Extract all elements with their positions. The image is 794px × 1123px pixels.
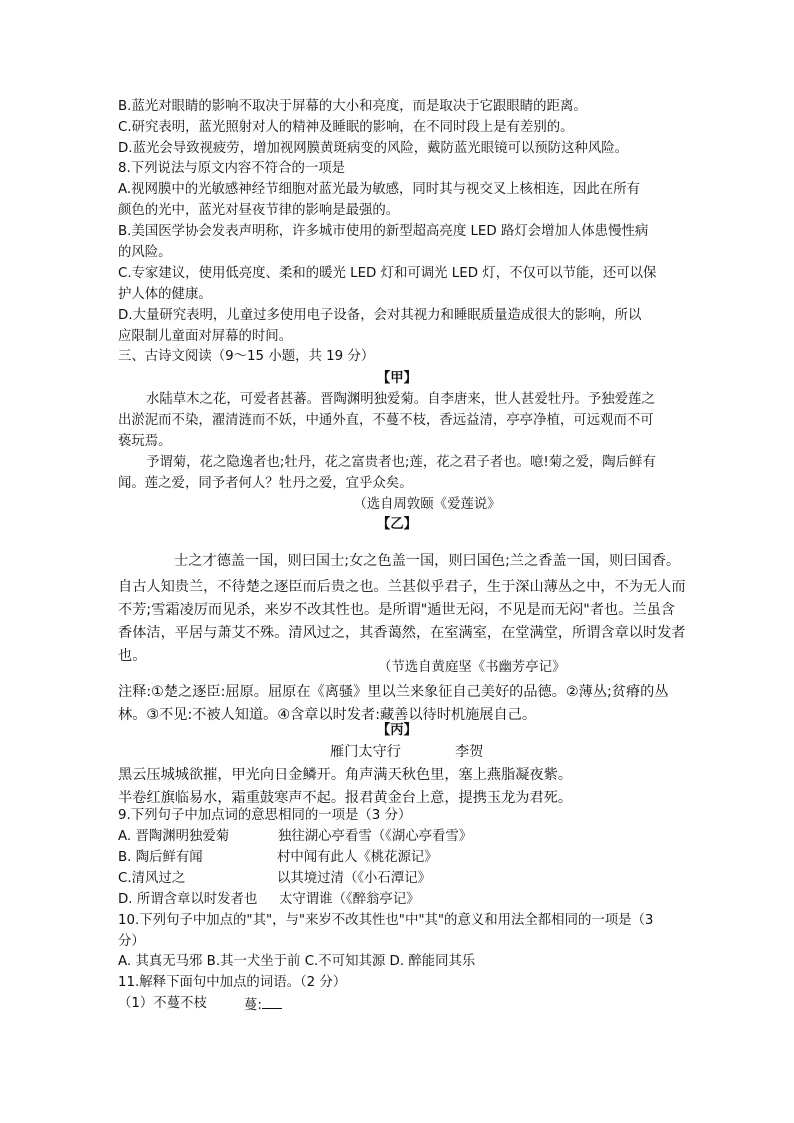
option-d-prev: D.蓝光会导致视疲劳，增加视网膜黄斑病变的风险，戴防蓝光眼镜可以预防这种风险。 <box>118 141 629 156</box>
option-b-prev: B.蓝光对眼睛的影响不取决于屏幕的大小和亮度，而是取决于它跟眼睛的距离。 <box>118 99 587 114</box>
passage-bing-title: 【丙】 <box>376 723 418 738</box>
q9-option-a-left: A. 晋陶渊明独爱菊 <box>118 829 230 844</box>
q9-option-b-right: 村中闻有此人《桃花源记》 <box>277 850 438 865</box>
passage-yi-title: 【乙】 <box>376 517 418 532</box>
q9-option-d-right: 太守谓谁（《醉翁亭记》 <box>279 892 420 907</box>
note-line2: 林。③不见:不被人知道。④含章以时发者:藏善以待时机施展自己。 <box>118 707 537 723</box>
poem-author: 李贺 <box>455 744 484 760</box>
q8-option-d-line2: 应限制儿童面对屏幕的时间。 <box>118 329 293 344</box>
jia-p1-line3: 亵玩焉。 <box>118 434 172 449</box>
q8-stem: 8.下列说法与原文内容不符合的一项是 <box>118 161 346 176</box>
yi-source: （节选自黄庭坚《书幽芳亭记》 <box>378 660 566 675</box>
section3-heading: 三、古诗文阅读（9～15 小题，共 19 分） <box>118 349 375 364</box>
poem-title: 雁门太守行 <box>330 744 401 760</box>
q9-option-a-right: 独往湖心亭看雪（《湖心亭看雪》 <box>278 829 473 844</box>
yi-line1: 士之才德盖一国，则曰国士;女之色盖一国，则曰国色;兰之香盖一国，则曰国香。 <box>174 553 681 569</box>
q10-stem-line2: 分） <box>118 934 145 949</box>
q9-option-c-right: 以其境过清（《小石潭记》 <box>277 871 431 886</box>
q8-option-d-line1: D.大量研究表明，儿童过多使用电子设备，会对其视力和睡眠质量造成很大的影响，所以 <box>118 308 642 323</box>
q9-option-b-left: B. 陶后鲜有闻 <box>118 850 203 865</box>
jia-p1-line1: 水陆草木之花，可爱者甚蕃。晋陶渊明独爱菊。自李唐来，世人甚爱牡丹。予独爱莲之 <box>146 392 655 407</box>
answer-blank[interactable] <box>262 994 282 1009</box>
q11-item1-phrase: （1）不蔓不枝 <box>118 996 207 1011</box>
q10-options: A. 其真无马邪 B.其一犬坐于前 C.不可知其源 D. 醉能同其乐 <box>118 954 476 969</box>
q9-option-d-left: D. 所谓含章以时发者也 <box>118 892 258 907</box>
poem-line2: 半卷红旗临易水，霜重鼓寒声不起。报君黄金台上意，提携玉龙为君死。 <box>118 790 573 806</box>
jia-p2-line2: 闻。莲之爱，同予者何人？牡丹之爱，宜乎众矣。 <box>118 476 413 491</box>
q8-option-a-line2: 颜色的光中，蓝光对昼夜节律的影响是最强的。 <box>118 203 400 218</box>
q8-option-b-line2: 的风险。 <box>118 245 172 260</box>
jia-p1-line2: 出淤泥而不染，濯清涟而不妖，中通外直，不蔓不枝，香远益清，亭亭净植，可远观而不可 <box>118 413 654 428</box>
poem-line1: 黑云压城城欲摧，甲光向日金鳞开。角声满天秋色里，塞上燕脂凝夜紫。 <box>118 767 573 783</box>
q9-option-c-left: C.清风过之 <box>118 871 186 886</box>
option-c-prev: C.研究表明，蓝光照射对人的精神及睡眠的影响，在不同时段上是有差别的。 <box>118 120 574 135</box>
note-line1: 注释:①楚之逐臣:屈原。屈原在《离骚》里以兰来象征自己美好的品德。②薄丛;贫瘠的丛 <box>118 684 669 700</box>
q8-option-a-line1: A.视网膜中的光敏感神经节细胞对蓝光最为敏感，同时其与视交叉上核相连，因此在所有 <box>118 182 641 197</box>
q11-item1-answer[interactable] <box>244 994 282 1014</box>
q8-option-b-line1: B.美国医学协会发表声明称，许多城市使用的新型超高亮度 LED 路灯会增加人体患慢性病 <box>118 224 649 239</box>
q9-stem: 9.下列句子中加点词的意思相同的一项是（3 分） <box>118 808 412 823</box>
q8-option-c-line1: C.专家建议，使用低亮度、柔和的暖光 LED 灯和可调光 LED 灯，不仅可以节能，还可以保 <box>118 266 657 281</box>
q8-option-c-line2: 护人体的健康。 <box>118 287 212 302</box>
q11-item1-label: 蔓: <box>244 998 262 1013</box>
jia-source: （选自周敦颐《爱莲说》 <box>353 497 501 512</box>
q10-stem-line1: 10.下列句子中加点的"其"，与"来岁不改其性也"中"其"的意义和用法全都相同的一项是（3 <box>118 913 654 928</box>
passage-jia-title: 【甲】 <box>376 371 418 386</box>
yi-line5: 也。 <box>118 648 147 664</box>
jia-p2-line1: 予谓菊，花之隐逸者也;牡丹，花之富贵者也;莲，花之君子者也。噫!菊之爱，陶后鲜有 <box>146 455 656 470</box>
yi-line2: 自古人知贵兰，不待楚之逐臣而后贵之也。兰甚似乎君子，生于深山薄丛之中，不为无人而 <box>118 579 686 595</box>
yi-line4: 香体洁，平居与萧艾不殊。清风过之，其香蔼然，在室满室，在堂满堂，所谓含章以时发者 <box>118 625 686 641</box>
yi-line3: 不芳;雪霜凌厉而见杀，来岁不改其性也。是所谓"遁世无闷，不见是而无闷"者也。兰虽含 <box>118 602 675 618</box>
q11-stem: 11.解释下面句中加点的词语。（2 分） <box>118 975 347 990</box>
